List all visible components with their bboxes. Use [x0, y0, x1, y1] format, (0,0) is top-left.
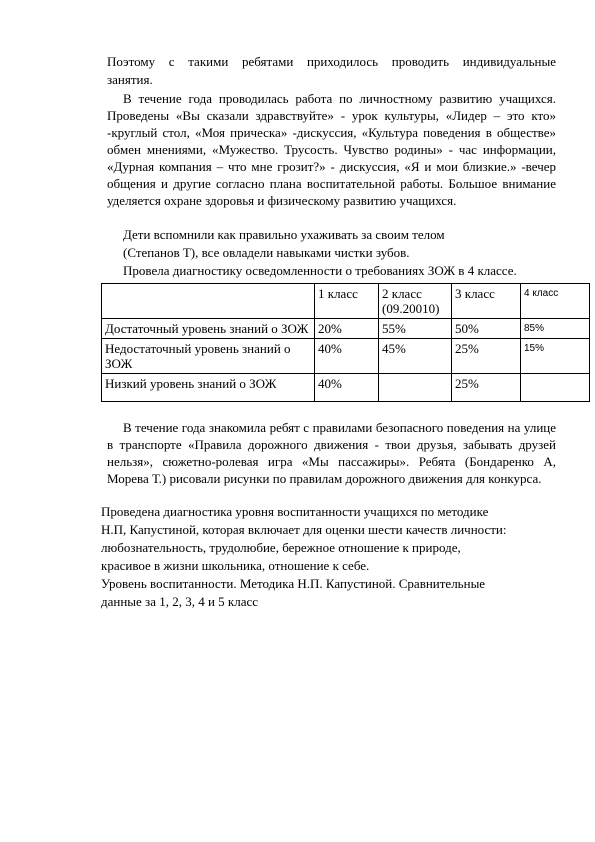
table-cell: [379, 374, 452, 402]
paragraph-1-line-2: занятия.: [107, 72, 153, 87]
paragraph-upbringing-line-3: любознательность, трудолюбие, бережное отношение к природе,: [101, 540, 461, 555]
header-cell-class-3: 3 класс: [452, 284, 521, 319]
table-cell: 15%: [521, 339, 590, 374]
table-cell: 55%: [379, 319, 452, 339]
table-cell: 40%: [315, 374, 379, 402]
paragraph-1-line-1: Поэтому с такими ребятами приходилось проводить индивидуальные: [107, 54, 556, 69]
header-cell-empty: [102, 284, 315, 319]
table-cell: 45%: [379, 339, 452, 374]
table-row: [102, 339, 590, 374]
table-row: [102, 374, 590, 402]
table-cell: 25%: [452, 374, 521, 402]
paragraph-upbringing-line-6: данные за 1, 2, 3, 4 и 5 класс: [101, 594, 259, 609]
table-cell: 40%: [315, 339, 379, 374]
paragraph-upbringing-line-4: красивое в жизни школьника, отношение к себе.: [101, 558, 370, 573]
table-row: [102, 319, 590, 339]
paragraph-road-safety: В течение года знакомила ребят с правилами безопасного поведения на улице в транспорте «Правила дорожного движения - твои друзья, забывать друзей нельзя», сюжетно-ролевая игра «Мы пассажиры». Ребята (Бондаренко А, Морева Т.) рисовали рисунки по правилам дорожного движения для конкурса.: [107, 420, 556, 486]
header-cell-class-1: 1 класс: [315, 284, 379, 319]
header-cell-class-2: 2 класс (09.20010): [379, 284, 452, 319]
paragraph-upbringing-line-2: Н.П, Капустиной, которая включает для оценки шести качеств личности:: [101, 522, 507, 537]
paragraph-diagnostics-intro: Провела диагностику осведомленности о требованиях ЗОЖ в 4 классе.: [123, 263, 517, 278]
table-cell: 25%: [452, 339, 521, 374]
paragraph-hygiene-line-2: (Степанов Т), все овладели навыками чистки зубов.: [123, 245, 410, 260]
paragraph-upbringing-line-1: Проведена диагностика уровня воспитанности учащихся по методике: [101, 504, 489, 519]
row-label-insufficient: Недостаточный уровень знаний о ЗОЖ: [102, 339, 315, 374]
table-cell: 20%: [315, 319, 379, 339]
row-label-sufficient: Достаточный уровень знаний о ЗОЖ: [102, 319, 315, 339]
table-cell: [521, 374, 590, 402]
header-cell-class-4: 4 класс: [521, 284, 590, 319]
paragraph-upbringing-line-5: Уровень воспитанности. Методика Н.П. Капустиной. Сравнительные: [101, 576, 486, 591]
table-cell: 50%: [452, 319, 521, 339]
paragraph-hygiene-line-1: Дети вспомнили как правильно ухаживать за своим телом: [123, 227, 445, 242]
paragraph-personal-development: В течение года проводилась работа по личностному развитию учащихся. Проведены «Вы сказали здравствуйте» - урок культуры, «Лидер – это кто» -круглый стол, «Моя прическа» -дискуссия, «Культура поведения в обществе» обмен мнениями, «Мужество. Трусость. Чувство родины» - час информации, «Дурная компания – что мне грозит?» - дискуссия, «Я и мои близкие.» -вечер общения и другие согласно плана воспитательной работы. Большое внимание уделяется охране здоровья и физическому развитию учащихся.: [107, 91, 556, 208]
table-cell: 85%: [521, 319, 590, 339]
zoj-awareness-table: [101, 283, 590, 402]
table-header-row: [102, 284, 590, 319]
row-label-low: Низкий уровень знаний о ЗОЖ: [102, 374, 315, 402]
